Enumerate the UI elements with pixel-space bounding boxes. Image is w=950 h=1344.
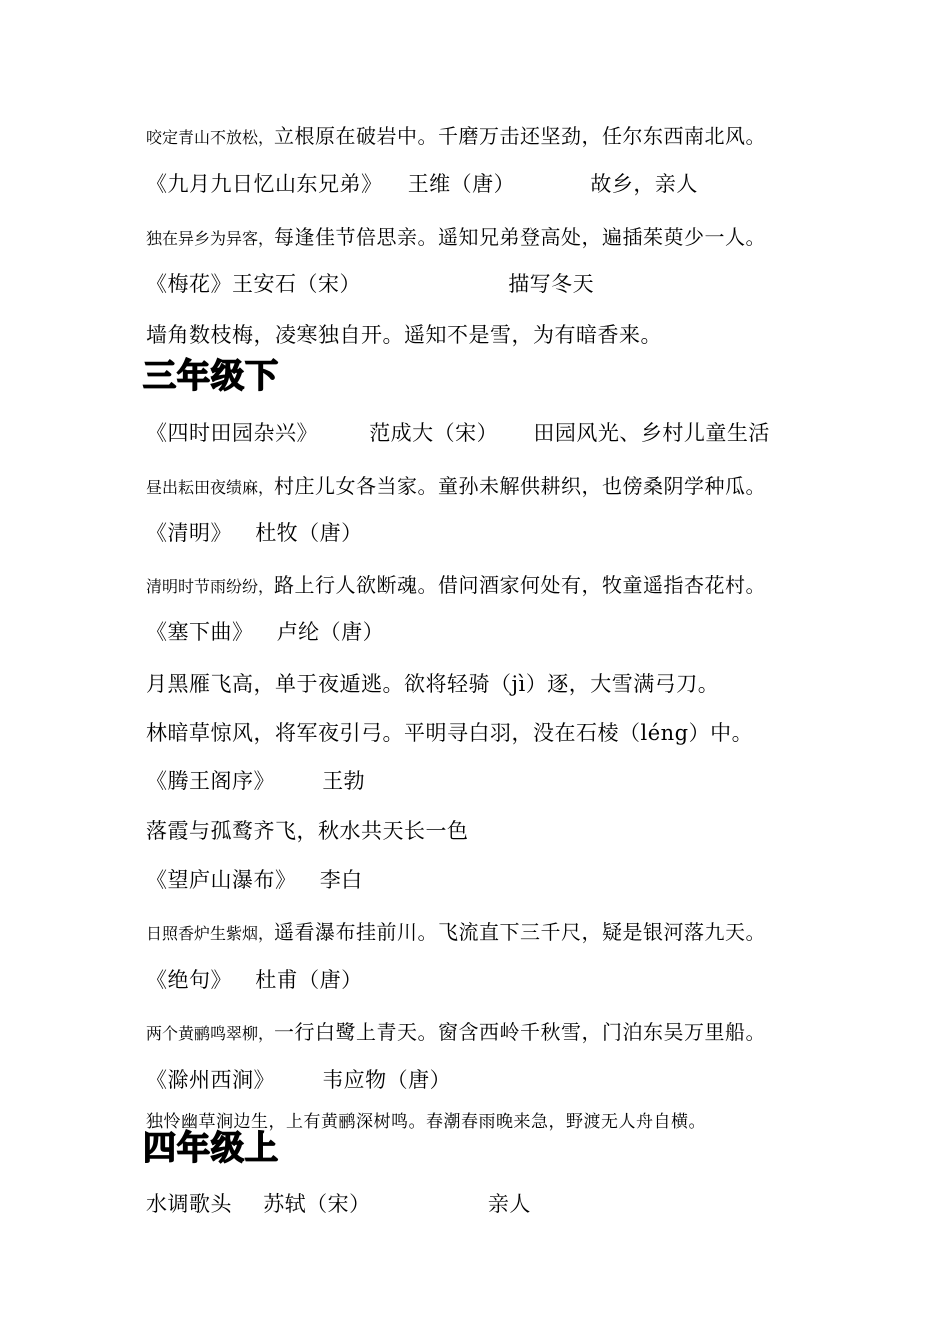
poem-line bbox=[146, 918, 766, 948]
poem-author: 韦应物（唐） bbox=[322, 1068, 452, 1092]
section-heading-grade4-first: 四年级上 bbox=[143, 1128, 279, 1167]
poem-title-row bbox=[146, 866, 363, 894]
poem-theme: 田园风光、乡村儿童生活 bbox=[533, 421, 770, 445]
poem-line: 林暗草惊风，将军夜引弓。平明寻白羽，没在石棱（léng）中。 bbox=[146, 721, 754, 745]
poem-line: 落霞与孤鹜齐飞，秋水共天长一色 bbox=[146, 819, 469, 843]
poem-line-rest: 村庄儿女各当家。童孙未解供耕织，也傍桑阴学种瓜。 bbox=[274, 474, 767, 498]
poem-line-rest: 一行白鹭上青天。窗含西岭千秋雪，门泊东吴万里船。 bbox=[274, 1020, 767, 1044]
poem-title-row bbox=[146, 767, 365, 795]
poem-line-start: 昼出耘田夜绩麻， bbox=[146, 478, 275, 497]
poem-title-row bbox=[146, 170, 698, 198]
poem-author: 卢纶（唐） bbox=[276, 620, 385, 644]
poem-author: 杜牧（唐） bbox=[255, 521, 363, 545]
poem-title-row bbox=[146, 519, 363, 547]
poem-title: 《腾王阁序》 bbox=[146, 769, 275, 793]
poem-author: 范成大（宋） bbox=[369, 421, 499, 445]
poem-title: 《绝句》 bbox=[146, 968, 232, 992]
poem-line bbox=[146, 223, 766, 253]
poem-line bbox=[146, 1018, 766, 1048]
poem-author: 王维（唐） bbox=[407, 172, 516, 196]
poem-title: 《四时田园杂兴》 bbox=[146, 421, 318, 445]
poem-author: 苏轼（宋） bbox=[263, 1192, 371, 1216]
poem-author: 王勃 bbox=[322, 769, 366, 793]
poem-line-start: 两个黄鹂鸣翠柳， bbox=[146, 1024, 275, 1043]
poem-line: 墙角数枝梅，凌寒独自开。遥知不是雪，为有暗香来。 bbox=[146, 323, 662, 347]
poem-title: 《清明》 bbox=[146, 521, 232, 545]
poem-title: 《望庐山瀑布》 bbox=[146, 868, 297, 892]
poem-title: 《滁州西涧》 bbox=[146, 1068, 275, 1092]
poem-title: 《梅花》王安石（宋） bbox=[146, 272, 361, 296]
poem-title: 《九月九日忆山东兄弟》 bbox=[146, 172, 383, 196]
poem-line-start: 清明时节雨纷纷， bbox=[146, 577, 275, 596]
poem-theme: 描写冬天 bbox=[508, 272, 595, 296]
poem-line-rest: 路上行人欲断魂。借问酒家何处有，牧童遥指杏花村。 bbox=[274, 573, 767, 597]
poem-title: 《塞下曲》 bbox=[146, 620, 254, 644]
poem-line bbox=[146, 472, 766, 502]
poem-title-row bbox=[146, 270, 594, 298]
poem-line bbox=[146, 571, 766, 601]
poem-line-start: 咬定青山不放松， bbox=[146, 128, 275, 147]
poem-title-row bbox=[146, 419, 770, 447]
poem-title-row bbox=[146, 618, 384, 646]
poem-line-rest: 每逢佳节倍思亲。遥知兄弟登高处，遍插茱萸少一人。 bbox=[274, 225, 767, 249]
poem-title-row bbox=[146, 1066, 451, 1094]
poem-theme: 亲人 bbox=[487, 1192, 531, 1216]
poem-line-start: 日照香炉生紫烟， bbox=[146, 924, 275, 943]
poem-line bbox=[146, 122, 766, 152]
poem-line: 月黑雁飞高，单于夜遁逃。欲将轻骑（jì）逐，大雪满弓刀。 bbox=[146, 672, 720, 696]
poem-theme: 故乡，亲人 bbox=[590, 172, 698, 196]
poem-line-start: 独在异乡为异客， bbox=[146, 229, 275, 248]
poem-title: 水调歌头 bbox=[146, 1192, 232, 1216]
poem-line: 独怜幽草涧边生，上有黄鹂深树鸣。春潮春雨晚来急，野渡无人舟自横。 bbox=[146, 1112, 706, 1132]
poem-author: 杜甫（唐） bbox=[255, 968, 363, 992]
poem-author: 李白 bbox=[319, 868, 363, 892]
poem-title-row bbox=[146, 1190, 531, 1218]
poem-line-rest: 遥看瀑布挂前川。飞流直下三千尺，疑是银河落九天。 bbox=[274, 920, 767, 944]
section-heading-grade3-second: 三年级下 bbox=[143, 356, 279, 395]
poem-title-row bbox=[146, 966, 363, 994]
poem-line-rest: 立根原在破岩中。千磨万击还坚劲，任尔东西南北风。 bbox=[274, 124, 767, 148]
